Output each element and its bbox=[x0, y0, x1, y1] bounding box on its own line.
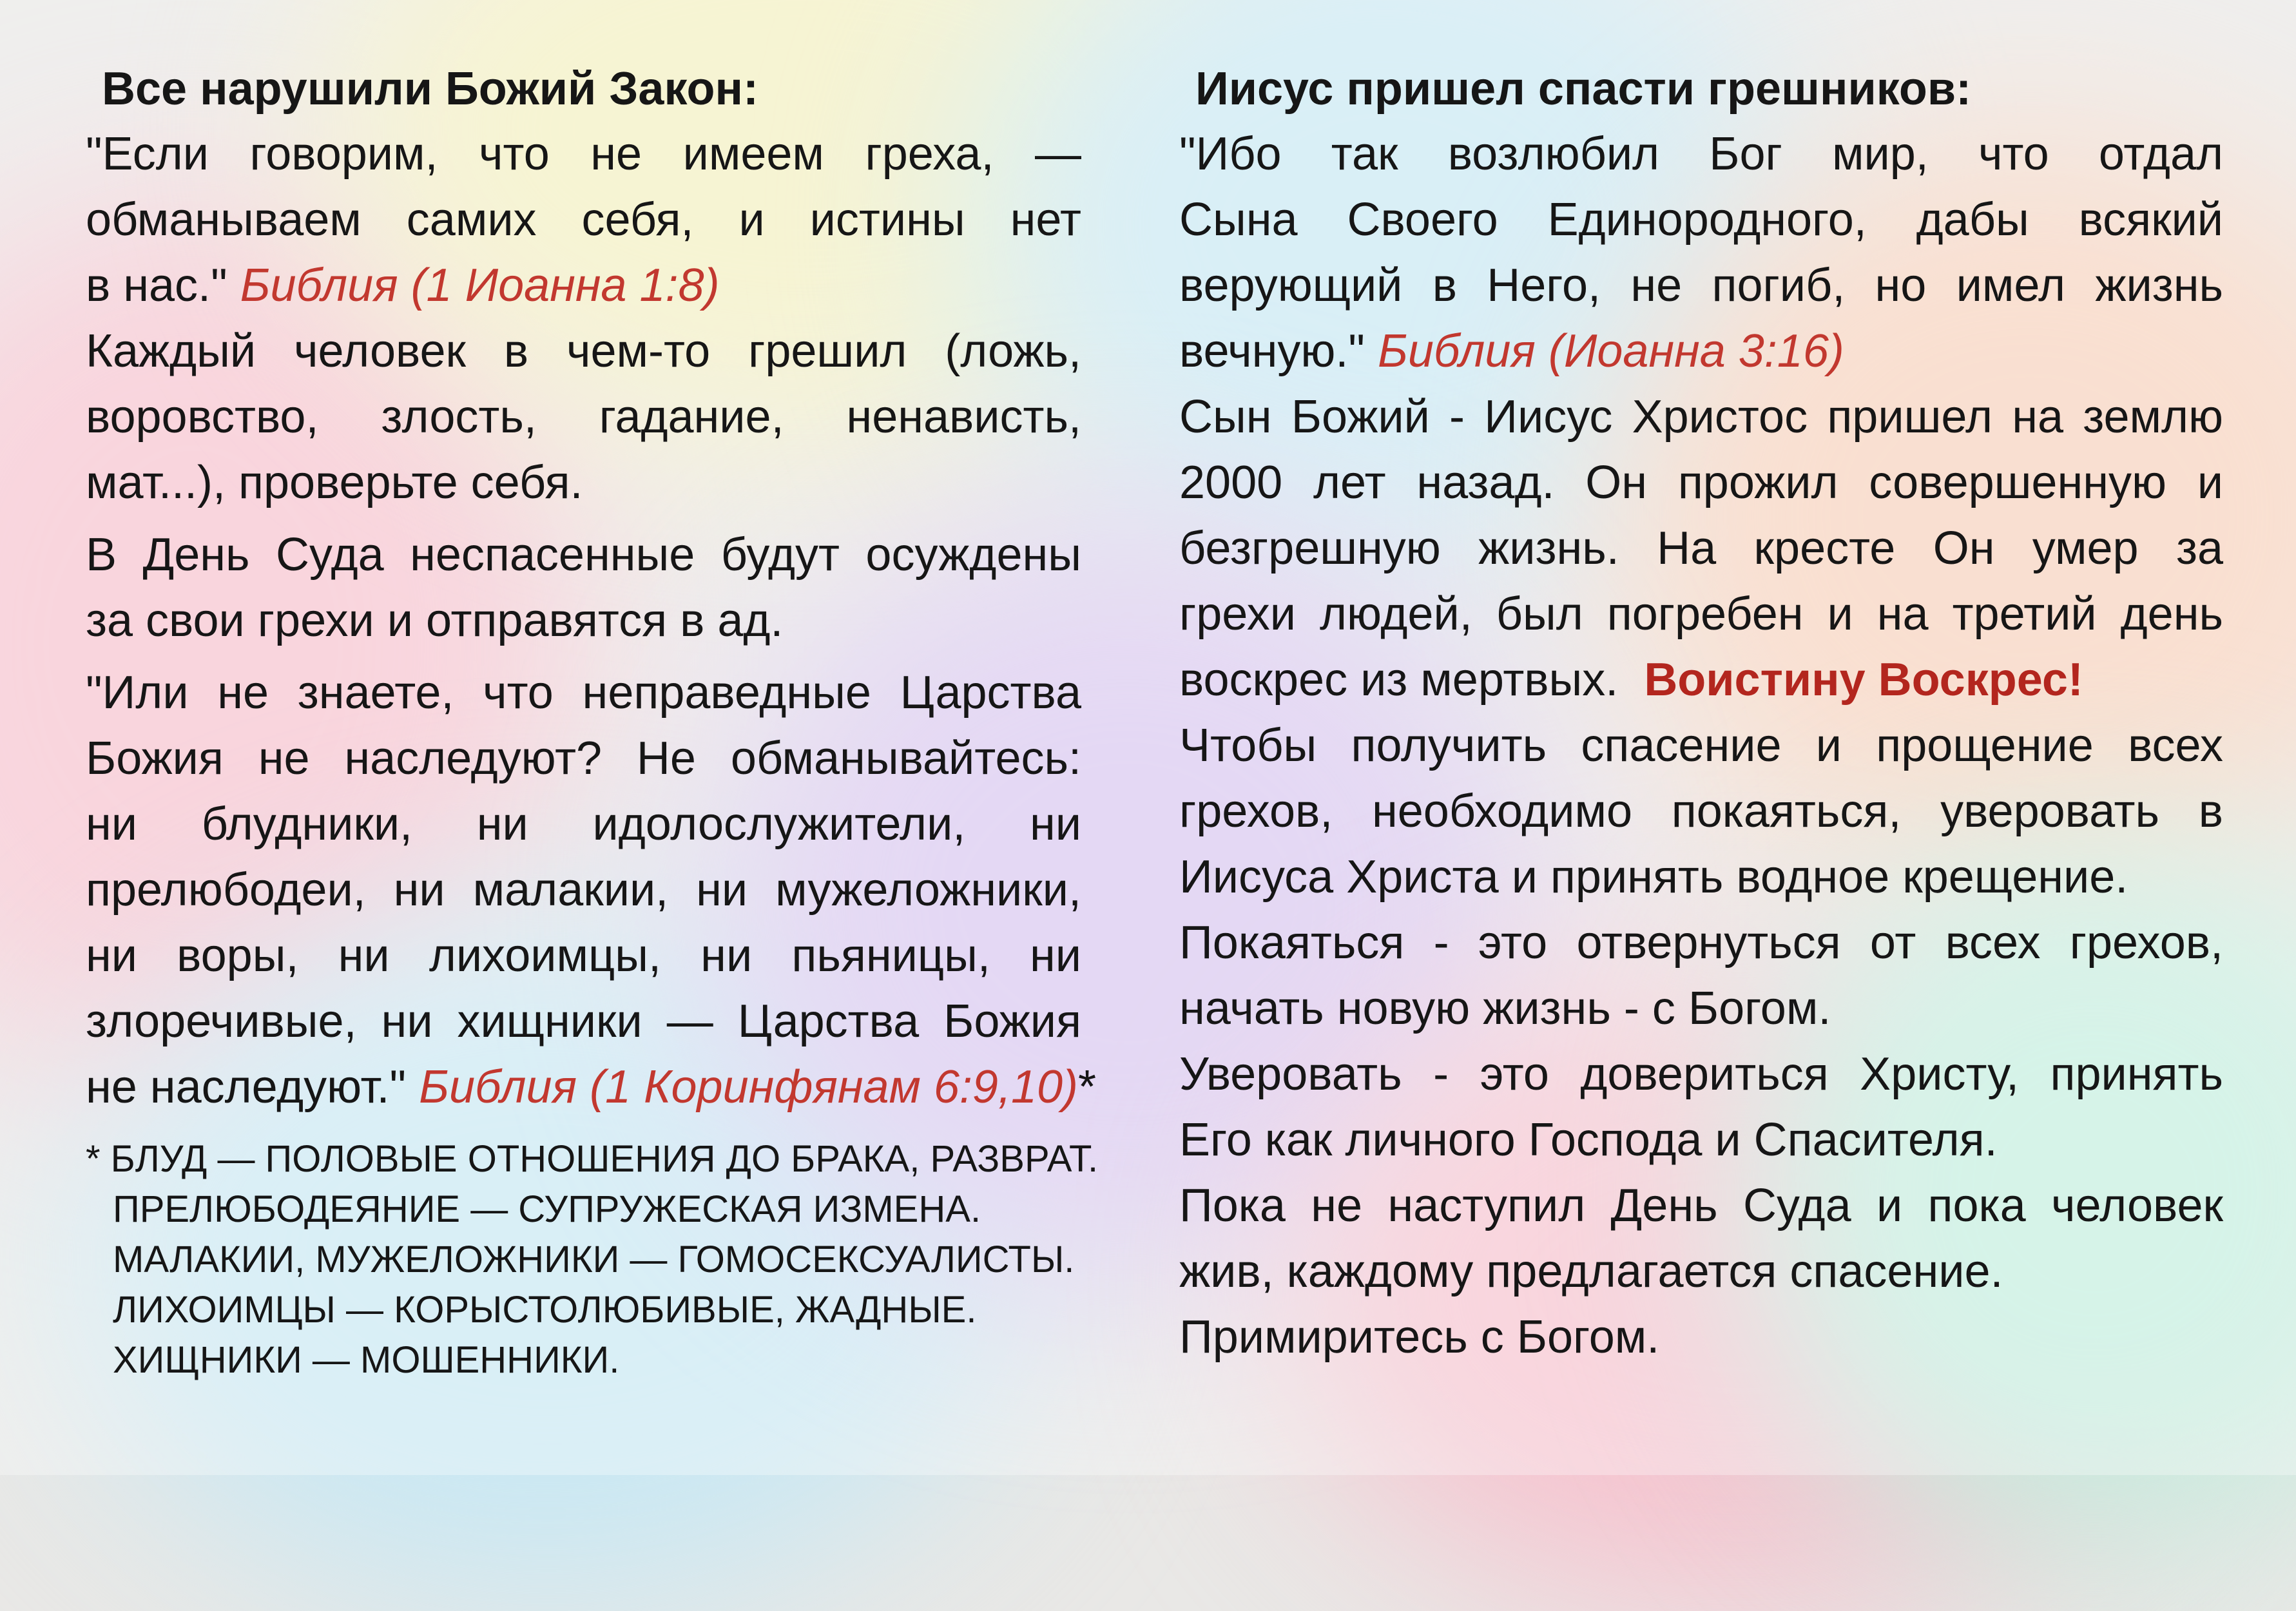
footnote-line: * БЛУД — ПОЛОВЫЕ ОТНОШЕНИЯ ДО БРАКА, РАЗВРАТ. bbox=[86, 1138, 1099, 1180]
text-line bbox=[1179, 318, 2223, 384]
text-line: ни блудники, ни идолослужители, ни bbox=[86, 798, 1081, 850]
emphasis-text: Воистину Воскрес! bbox=[1644, 654, 2083, 706]
footnote-line: ХИЩНИКИ — МОШЕННИКИ. bbox=[113, 1339, 620, 1381]
text-line: ни воры, ни лихоимцы, ни пьяницы, ни bbox=[86, 930, 1081, 981]
text-line: безгрешную жизнь. На кресте Он умер за bbox=[1179, 523, 2223, 574]
right-paragraph-3 bbox=[1179, 713, 2223, 1370]
left-paragraph-2 bbox=[86, 318, 1081, 516]
left-paragraph-3 bbox=[86, 522, 1081, 653]
text-line: Примиритесь с Богом. bbox=[1179, 1311, 1660, 1363]
text-line: Каждый человек в чем-то грешил (ложь, bbox=[86, 325, 1081, 377]
right-column bbox=[1179, 57, 2223, 1370]
right-paragraph-2 bbox=[1179, 384, 2223, 713]
left-heading: Все нарушили Божий Закон: bbox=[102, 63, 759, 115]
left-paragraph-1 bbox=[86, 121, 1081, 318]
text-line: "Ибо так возлюбил Бог мир, что отдал bbox=[1179, 128, 2223, 180]
text-line: Сын Божий - Иисус Христос пришел на землю bbox=[1179, 391, 2223, 443]
footnote-line: ПРЕЛЮБОДЕЯНИЕ — СУПРУЖЕСКАЯ ИЗМЕНА. bbox=[113, 1188, 981, 1230]
right-heading: Иисус пришел спасти грешников: bbox=[1195, 63, 1972, 115]
text-line bbox=[1179, 647, 2223, 713]
text-fragment: воскрес из мертвых. bbox=[1179, 654, 1619, 706]
text-line bbox=[86, 253, 1081, 318]
text-line: обманываем самих себя, и истины нет bbox=[86, 194, 1081, 246]
text-line: Чтобы получить спасение и прощение всех bbox=[1179, 720, 2223, 771]
text-line: верующий в Него, не погиб, но имел жизнь bbox=[1179, 260, 2223, 311]
left-paragraph-4 bbox=[86, 660, 1097, 1120]
text-line: Уверовать - это довериться Христу, принять bbox=[1179, 1048, 2223, 1100]
text-line: мат...), проверьте себя. bbox=[86, 457, 583, 508]
text-fragment: вечную." bbox=[1179, 325, 1365, 377]
text-line: прелюбодеи, ни малакии, ни мужеложники, bbox=[86, 864, 1081, 916]
text-line: воровство, злость, гадание, ненависть, bbox=[86, 391, 1081, 443]
left-column bbox=[86, 57, 1099, 1385]
footnote-line: ЛИХОИМЦЫ — КОРЫСТОЛЮБИВЫЕ, ЖАДНЫЕ. bbox=[113, 1289, 977, 1331]
text-line: Покаяться - это отвернуться от всех грехов, bbox=[1179, 917, 2223, 969]
text-line: Его как личного Господа и Спасителя. bbox=[1179, 1114, 1998, 1166]
footnote-marker: * bbox=[1078, 1061, 1097, 1113]
text-line: Пока не наступил День Суда и пока человек bbox=[1179, 1180, 2223, 1231]
text-line: начать новую жизнь - с Богом. bbox=[1179, 983, 1831, 1034]
text-line: жив, каждому предлагается спасение. bbox=[1179, 1246, 2003, 1297]
text-fragment: в нас." bbox=[86, 260, 227, 311]
bible-reference: Библия (1 Коринфянам 6:9,10) bbox=[419, 1061, 1079, 1113]
text-line: грехов, необходимо покаяться, уверовать в bbox=[1179, 786, 2223, 837]
text-line: за свои грехи и отправятся в ад. bbox=[86, 595, 784, 646]
text-line: злоречивые, ни хищники — Царства Божия bbox=[86, 996, 1081, 1047]
bible-reference: Библия (1 Иоанна 1:8) bbox=[240, 260, 720, 311]
text-line: "Или не знаете, что неправедные Царства bbox=[86, 667, 1081, 719]
bible-reference: Библия (Иоанна 3:16) bbox=[1377, 325, 1844, 377]
text-line: "Если говорим, что не имеем греха, — bbox=[86, 128, 1081, 180]
text-fragment: не наследуют." bbox=[86, 1061, 407, 1113]
text-line: Божия не наследуют? Не обманывайтесь: bbox=[86, 733, 1081, 784]
text-line: грехи людей, был погребен и на третий день bbox=[1179, 588, 2223, 640]
footnote-line: МАЛАКИИ, МУЖЕЛОЖНИКИ — ГОМОСЕКСУАЛИСТЫ. bbox=[113, 1239, 1075, 1280]
text-line: В День Суда неспасенные будут осуждены bbox=[86, 529, 1081, 581]
right-paragraph-1 bbox=[1179, 121, 2223, 384]
text-line bbox=[86, 1054, 1097, 1120]
text-line: Сына Своего Единородного, дабы всякий bbox=[1179, 194, 2223, 246]
text-line: Иисуса Христа и принять водное крещение. bbox=[1179, 851, 2128, 903]
footnotes bbox=[86, 1134, 1099, 1385]
text-line: 2000 лет назад. Он прожил совершенную и bbox=[1179, 457, 2223, 508]
